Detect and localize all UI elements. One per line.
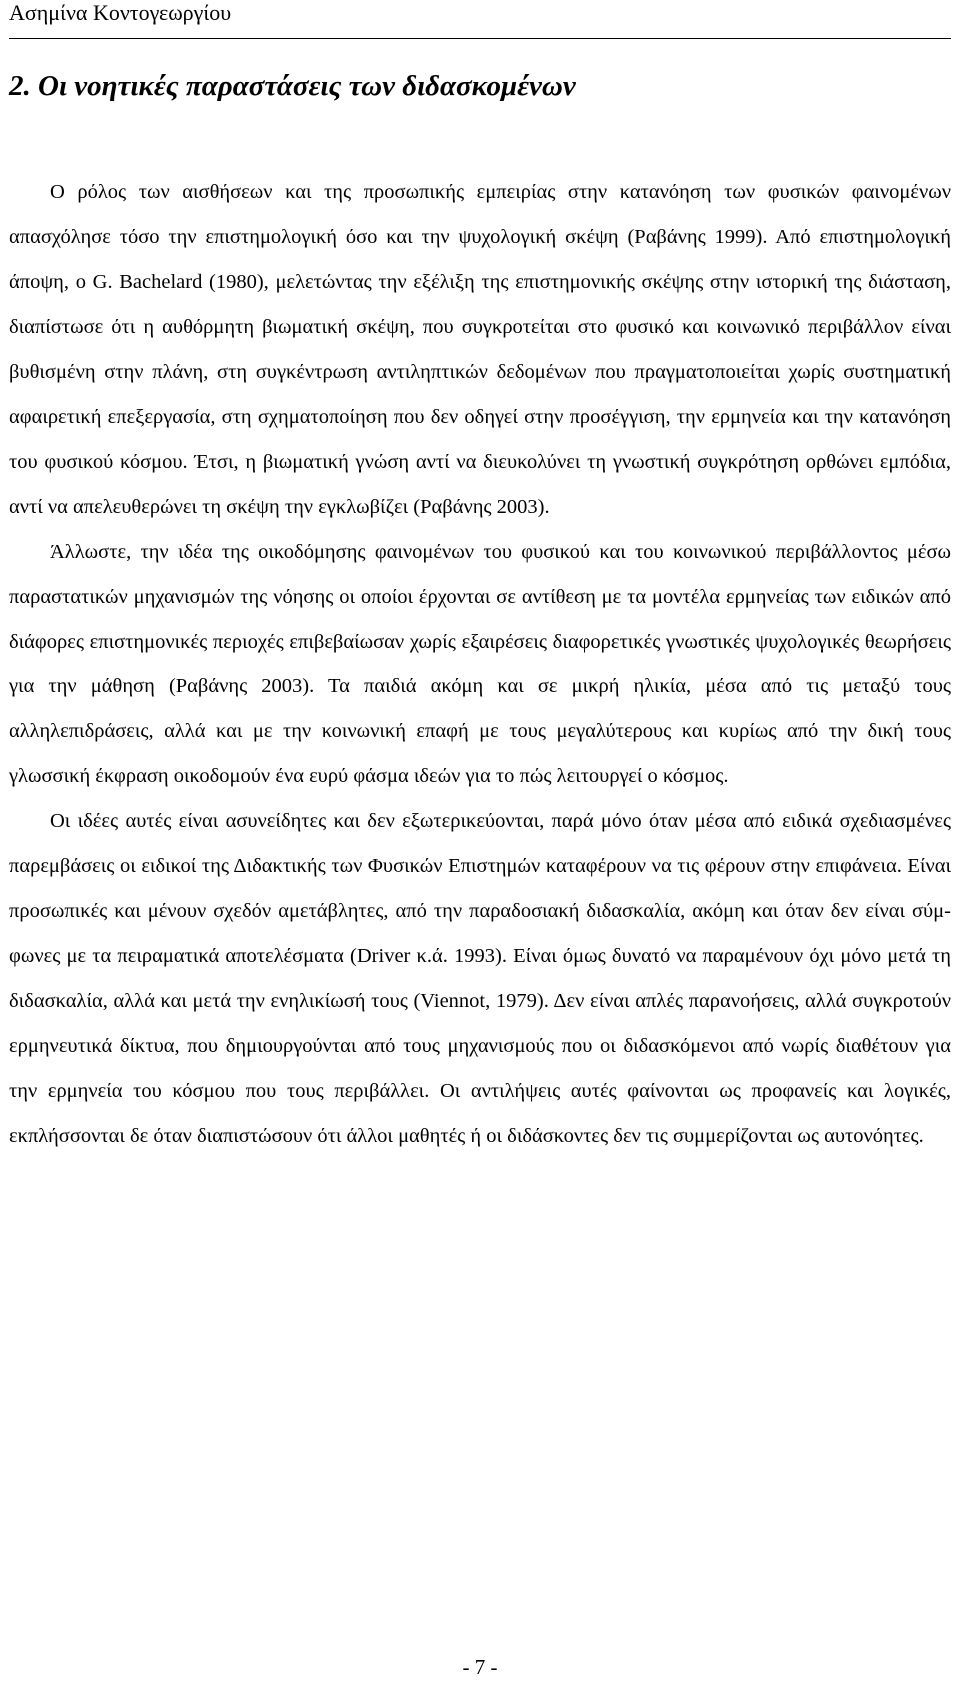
page-number: - 7 - xyxy=(462,1655,498,1679)
paragraph-3: Οι ιδέες αυτές είναι ασυνείδητες και δεν εξωτερικεύονται, παρά μόνο όταν μέσα από ειδικά σχεδιασμένες παρεμβάσεις οι ειδικοί της Διδακτικής των Φυσικών Επιστημών καταφέρουν να τις φέρουν στην επιφάνεια. Είναι προσωπικές και μένουν σχεδόν αμετάβλητες, από την παραδοσιακή διδασκαλία, ακόμη και όταν δεν είναι σύμ-φωνες με τα πειραματικά αποτελέσματα (Driver κ.ά. 1993). Είναι όμως δυνατό να παραμένουν όχι μόνο μετά τη διδασκαλία, αλλά και μετά την ενηλικίωσή τους (Viennot, 1979). Δεν είναι απλές παρανοήσεις, αλλά συγκροτούν ερμηνευτικά δίκτυα, που δημιουργούνται από τους μηχανισμούς που οι διδασκόμενοι από νωρίς διαθέτουν για την ερμηνεία του κόσμου που τους περιβάλλει. Οι αντιλήψεις αυτές φαίνονται ως προφανείς και λογικές, εκπλήσσονται δε όταν διαπιστώσουν ότι άλλοι μαθητές ή οι διδάσκοντες δεν τις συμμερίζονται ως αυτονόητες. xyxy=(9,810,951,1148)
header-rule xyxy=(9,38,951,39)
paragraph-1: Ο ρόλος των αισθήσεων και της προσωπικής εμπειρίας στην κατανόηση των φυσικών φαινομένων απασχόλησε τόσο την επιστημολογική όσο και την ψυχολογική σκέψη (Ραβάνης 1999). Από επιστημολογική άποψη, ο G. Bachelard (1980), μελετώντας την εξέλιξη της επιστημονικής σκέψης στην ιστορική της διάσταση, διαπίστωσε ότι η αυθόρμητη βιωματική σκέψη, που συγκροτείται στο φυσικό και κοινωνικό περιβάλλον είναι βυθισμένη στην πλάνη, στη συγκέντρωση αντιληπτικών δεδομένων που πραγματοποιείται χωρίς συστηματική αφαιρετική επεξεργασία, στη σχηματοποίηση που δεν οδηγεί στην προσέγγιση, την ερμηνεία και την κατανόηση του φυσικού κόσμου. Έτσι, η βιωματική γνώση αντί να διευκολύνει τη γνωστική συγκρότηση ορθώνει εμπόδια, αντί να απελευθερώνει τη σκέψη την εγκλωβίζει (Ραβάνης 2003). xyxy=(9,181,951,518)
running-head-author: Ασημίνα Κοντογεωργίου xyxy=(9,0,232,25)
section-heading: 2. Οι νοητικές παραστάσεις των διδασκομένων xyxy=(9,70,576,102)
paragraph-2: Άλλωστε, την ιδέα της οικοδόμησης φαινομένων του φυσικού και του κοινωνικού περιβάλλοντος μέσω παραστατικών μηχανισμών της νόησης οι οποίοι έρχονται σε αντίθεση με τα μοντέλα ερμηνείας των ειδικών από διάφορες επιστημονικές περιοχές επιβεβαίωσαν χωρίς εξαιρέσεις διαφορετικές γνωστικές ψυχολογικές θεωρήσεις για την μάθηση (Ραβάνης 2003). Τα παιδιά ακόμη και σε μικρή ηλικία, μέσα από τις μεταξύ τους αλληλεπιδράσεις, αλλά και με την κοινωνική επαφή με τους μεγαλύτερους και κυρίως από την δική τους γλωσσική έκφραση οικοδομούν ένα ευρύ φάσμα ιδεών για το πώς λειτουργεί ο κόσμος. xyxy=(9,540,951,788)
body-text xyxy=(9,170,951,1159)
